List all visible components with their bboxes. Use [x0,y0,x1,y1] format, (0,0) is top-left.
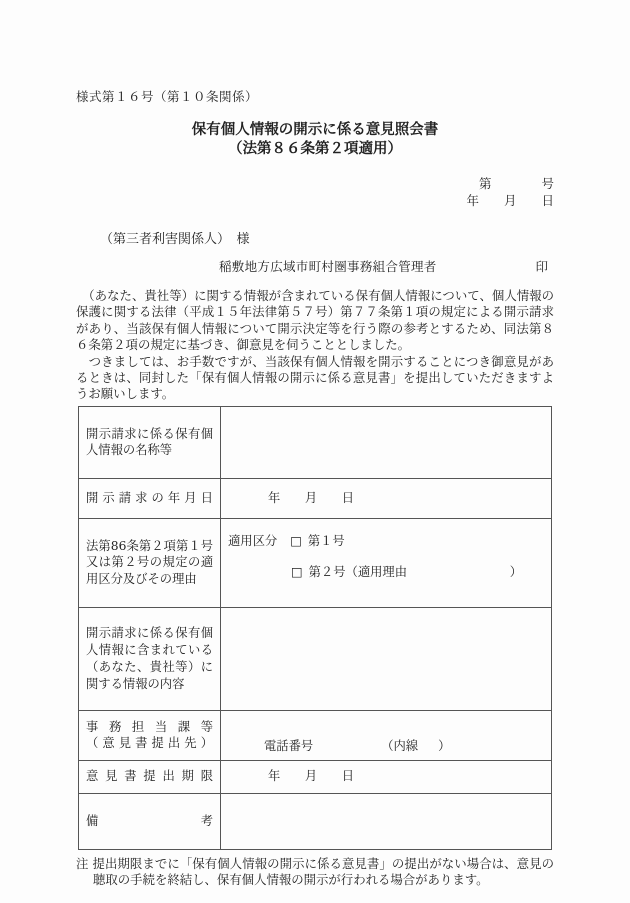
extension-close-paren: ） [438,739,451,754]
table-row-name [79,406,552,478]
table-row-content [79,607,552,710]
deadline-field-label: 意見書提出期限 [79,760,221,793]
doc-date-line: 年 月 日 [466,193,554,208]
office-label-line2: （意見書提出先） [86,736,213,751]
remarks-field-value-cell [221,793,552,849]
request-date-field-label: 開示請求の年月日 [79,478,221,518]
form-number: 様式第１６号（第１０条関係） [76,89,259,104]
name-field-value-cell [221,406,552,478]
deadline-field-value: 年 月 日 [221,760,552,793]
body-paragraph-2: つきましては、お手数ですが、当該保有個人情報を開示することにつき御意見があるときは、同封した「保有個人情報の開示に係る意見書」を提出していただきますようお願いします。 [76,353,554,402]
request-date-field-value: 年 月 日 [221,478,552,518]
option1-label: 第１号 [307,533,345,548]
option2-label: 第２号（適用理由 [308,564,408,579]
doc-number-line: 第 号 [478,176,554,191]
footer-note: 注 提出期限までに「保有個人情報の開示に係る意見書」の提出がない場合は、意見の聴取の手続を終結し、保有個人情報の開示が行われる場合があります。 [76,855,554,888]
body-paragraph-1: （あなた、貴社等）に関する情報が含まれている保有個人情報について、個人情報の保護に関する法律（平成１５年法律第５７号）第７７条第１項の規定による開示請求があり、当該保有個人情報について開示決定等を行う際の参考とするため、同法第８６条第２項の規定に基づき、御意見を伺うこととしました。 [76,288,554,353]
phone-line [228,738,544,755]
option1-checkbox[interactable]: □ [290,533,302,548]
table-row-application [79,518,552,607]
table-row-request-date [79,478,552,518]
addressee-line: （第三者利害関係人） 様 [100,232,250,247]
document-subtitle: （法第８６条第２項適用） [228,140,402,157]
application-option1-line [228,533,544,550]
table-row-remarks [79,793,552,849]
extension-label: （内線 [381,739,419,754]
office-field-label [79,710,221,760]
phone-number-label: 電話番号 [264,739,314,754]
issuer-line [76,258,554,275]
option2-checkbox[interactable]: □ [291,564,303,579]
table-row-office [79,710,552,760]
application-category-label: 適用区分 [228,533,278,548]
body-text [76,288,554,403]
application-option2-line [228,564,544,581]
office-label-line1: 事務担当課等 [86,719,213,734]
content-field-label: 開示請求に係る保有個人情報に含まれている（あなた、貴社等）に関する情報の内容 [79,607,221,710]
application-field-value-cell [221,518,552,607]
table-row-deadline [79,760,552,793]
remarks-field-label: 備考 [79,793,221,849]
option2-close-paren: ） [509,564,522,579]
issuer-name: 稲敷地方広域市町村圏事務組合管理者 [219,259,437,274]
document-title: 保有個人情報の開示に係る意見照会書 [191,121,439,138]
reference-block [76,175,554,209]
form-table [78,406,552,850]
content-field-value-cell [221,607,552,710]
name-field-label: 開示請求に係る保有個人情報の名称等 [79,406,221,478]
office-field-value-cell [221,710,552,760]
seal-mark: 印 [535,259,548,274]
application-field-label: 法第86条第２項第１号又は第２号の規定の適用区分及びその理由 [79,518,221,607]
